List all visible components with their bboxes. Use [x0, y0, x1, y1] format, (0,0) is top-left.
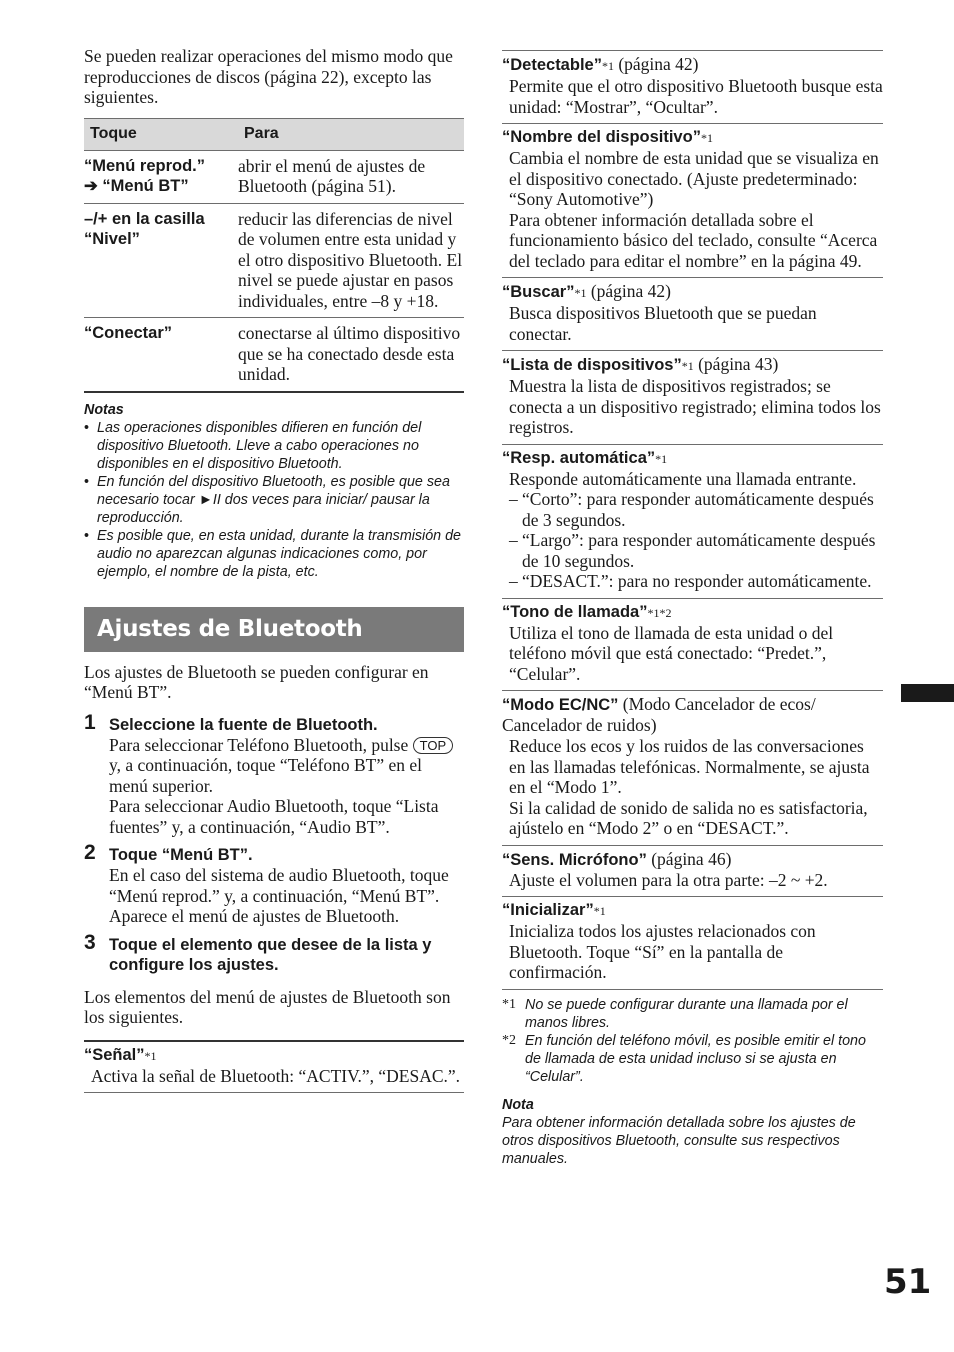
option-item: – “Corto”: para responder automáticamente después de 3 segundos. [502, 489, 883, 530]
table-header-toque: Toque [84, 118, 238, 150]
menu-item-description: Para obtener información detallada sobre el funcionamiento básico del teclado, consulte “Acerca del teclado para editar el nombre” en la página 49. [509, 209, 878, 271]
menu-item-inicializar [502, 897, 883, 990]
table-cell-value: conectarse al último dispositivo que se ha conectado desde esta unidad. [238, 318, 464, 392]
menu-item-label: “Lista de dispositivos” [502, 356, 682, 374]
nota-block [502, 1096, 883, 1168]
footnote: *2 En función del teléfono móvil, es posible emitir el tono de llamada de esta unidad incluso si se ajusta en “Celular”. [502, 1032, 866, 1085]
menu-item-label: “Sens. Micrófono” [502, 850, 647, 869]
footnote: *1 No se puede configurar durante una llamada por el manos libres. [502, 996, 848, 1031]
menu-item-description: Busca dispositivos Bluetooth que se puedan conectar. [509, 303, 817, 344]
menu-item-resp-automatica [502, 445, 883, 599]
step-number: 3 [84, 930, 96, 954]
right-column [502, 50, 883, 1168]
menu-item-label: “Señal” [84, 1045, 145, 1064]
section-intro: Los ajustes de Bluetooth se pueden configurar en “Menú BT”. [84, 661, 429, 702]
menu-item-description: Ajuste el volumen para la otra parte: –2 ~ +2. [509, 869, 828, 890]
menu-item-label: “Tono de llamada” [502, 602, 648, 621]
notes-block [84, 401, 464, 581]
footnote-ref: *1 [601, 59, 614, 73]
footnotes [502, 996, 883, 1086]
table-cell-value: reducir las diferencias de nivel de volumen entre esta unidad y el otro dispositivo Bluetooth. El nivel se puede ajustar en pasos individuales, entre –8 y +18. [238, 203, 464, 318]
menu-item-senal [84, 1040, 464, 1094]
step-text: En el caso del sistema de audio Bluetooth, toque “Menú reprod.” y, a continuación, “Menú BT”. [109, 865, 449, 906]
operations-table [84, 118, 464, 393]
step-number: 2 [84, 841, 96, 864]
table-cell-key: “Menú reprod.” ➔ “Menú BT” [84, 150, 238, 203]
step-number: 1 [84, 710, 96, 734]
note-item: • Es posible que, en esta unidad, durante la transmisión de audio no aparezcan algunas indicaciones como, por ejemplo, el nombre de la pista, etc. [84, 527, 464, 581]
menu-item-label: “Modo EC/NC” [502, 696, 619, 714]
footnote-ref: *1 [681, 359, 694, 373]
option-item: – “Largo”: para responder automáticamente después de 10 segundos. [502, 530, 883, 571]
menu-item-label: “Inicializar” [502, 901, 594, 919]
menu-item-description: Responde automáticamente una llamada entrante. [509, 468, 857, 489]
left-column [84, 46, 464, 1093]
note-item: • En función del dispositivo Bluetooth, es posible que sea necesario tocar ►II dos veces para iniciar/ pausar la reproducción. [84, 473, 464, 527]
page-reference: (página 46) [646, 848, 732, 869]
table-row [84, 318, 464, 392]
menu-item-description: Inicializa todos los ajustes relacionados con Bluetooth. Toque “Sí” en la pantalla de confirmación. [509, 921, 816, 982]
footnote-ref: *1 [700, 131, 713, 145]
option-item: – “DESACT.”: para no responder automáticamente. [502, 571, 883, 592]
menu-items-intro: Los elementos del menú de ajustes de Bluetooth son los siguientes. [84, 986, 451, 1027]
footnote-ref: *1 [593, 904, 606, 918]
table-row [84, 150, 464, 203]
menu-item-description: Cambia el nombre de esta unidad que se visualiza en el dispositivo conectado. (Ajuste predeterminado: “Sony Automotive”) [509, 148, 879, 209]
menu-item-modo-ecnc [502, 691, 883, 846]
step-text: Para seleccionar Audio Bluetooth, toque “Lista fuentes” y, a continuación, “Audio BT”. [109, 796, 439, 837]
menu-item-label: “Nombre del dispositivo” [502, 128, 701, 146]
footnote-ref: *1 [655, 451, 668, 466]
menu-item-description: Activa la señal de Bluetooth: “ACTIV.”, “DESAC.”. [91, 1065, 461, 1086]
menu-item-nombre-dispositivo [502, 124, 883, 278]
page-reference: (página 42) [586, 281, 672, 301]
menu-item-buscar [502, 278, 883, 351]
menu-item-tono-llamada [502, 599, 883, 692]
table-header-para: Para [238, 118, 464, 150]
table-cell-value: abrir el menú de ajustes de Bluetooth (página 51). [238, 150, 464, 203]
menu-item-description: Muestra la lista de dispositivos registrados; se conecta a un dispositivo registrado; elimina todos los registros. [509, 376, 881, 437]
footnote-ref: *1 [144, 1048, 157, 1063]
menu-item-description: Reduce los ecos y los ruidos de las conversaciones en las llamadas telefónicas. Normalmente, se ajusta en el “Modo 1”. [509, 736, 870, 797]
menu-item-detectable [502, 50, 883, 124]
step-title: Seleccione la fuente de Bluetooth. [109, 715, 378, 734]
section-tab-marker [901, 684, 954, 702]
step-text: Para seleccionar Teléfono Bluetooth, pulse TOP y, a continuación, toque “Teléfono BT” en el menú superior. [109, 735, 464, 797]
section-heading: Ajustes de Bluetooth [84, 607, 464, 652]
menu-item-label: “Resp. automática” [502, 448, 656, 467]
step-1 [84, 710, 464, 838]
table-cell-key: –/+ en la casilla “Nivel” [84, 203, 238, 318]
top-key-icon: TOP [413, 737, 454, 754]
nota-heading: Nota [502, 1096, 534, 1113]
table-row [84, 203, 464, 318]
table-cell-key: “Conectar” [84, 318, 238, 392]
step-3 [84, 930, 464, 975]
page-reference: (página 43) [693, 354, 779, 374]
menu-item-label: “Detectable” [502, 56, 602, 74]
step-2 [84, 841, 464, 927]
menu-item-description: Permite que el otro dispositivo Bluetooth busque esta unidad: “Mostrar”, “Ocultar”. [509, 76, 883, 117]
intro-paragraph: Se pueden realizar operaciones del mismo modo que reproducciones de discos (página 22), excepto las siguientes. [84, 46, 453, 107]
step-text: Aparece el menú de ajustes de Bluetooth. [109, 906, 400, 926]
menu-item-lista-dispositivos [502, 351, 883, 445]
note-item: • Las operaciones disponibles difieren en función del dispositivo Bluetooth. Lleve a cabo operaciones no disponibles en el dispositivo Bluetooth. [84, 419, 464, 473]
page-reference: (página 42) [613, 54, 699, 74]
notes-heading: Notas [84, 401, 124, 418]
menu-item-label: “Buscar” [502, 283, 575, 301]
menu-item-description: Utiliza el tono de llamada de esta unidad o del teléfono móvil que está conectado: “Predet.”, “Celular”. [509, 622, 834, 684]
nota-text: Para obtener información detallada sobre los ajustes de otros dispositivos Bluetooth, consulte sus respectivos manuales. [502, 1114, 856, 1167]
page-reference: (Modo Cancelador de ecos/ Cancelador de ruidos) [502, 694, 816, 735]
menu-item-description: Si la calidad de sonido de salida no es satisfactoria, ajústelo en “Modo 2” o en “DESACT.”. [509, 797, 868, 838]
step-title: Toque el elemento que desee de la lista y configure los ajustes. [109, 935, 432, 974]
footnote-ref: *1*2 [647, 605, 672, 620]
step-title: Toque “Menú BT”. [109, 846, 253, 864]
page-number: 51 [884, 1262, 932, 1302]
footnote-ref: *1 [574, 286, 587, 300]
menu-item-sens-microfono [502, 846, 883, 898]
